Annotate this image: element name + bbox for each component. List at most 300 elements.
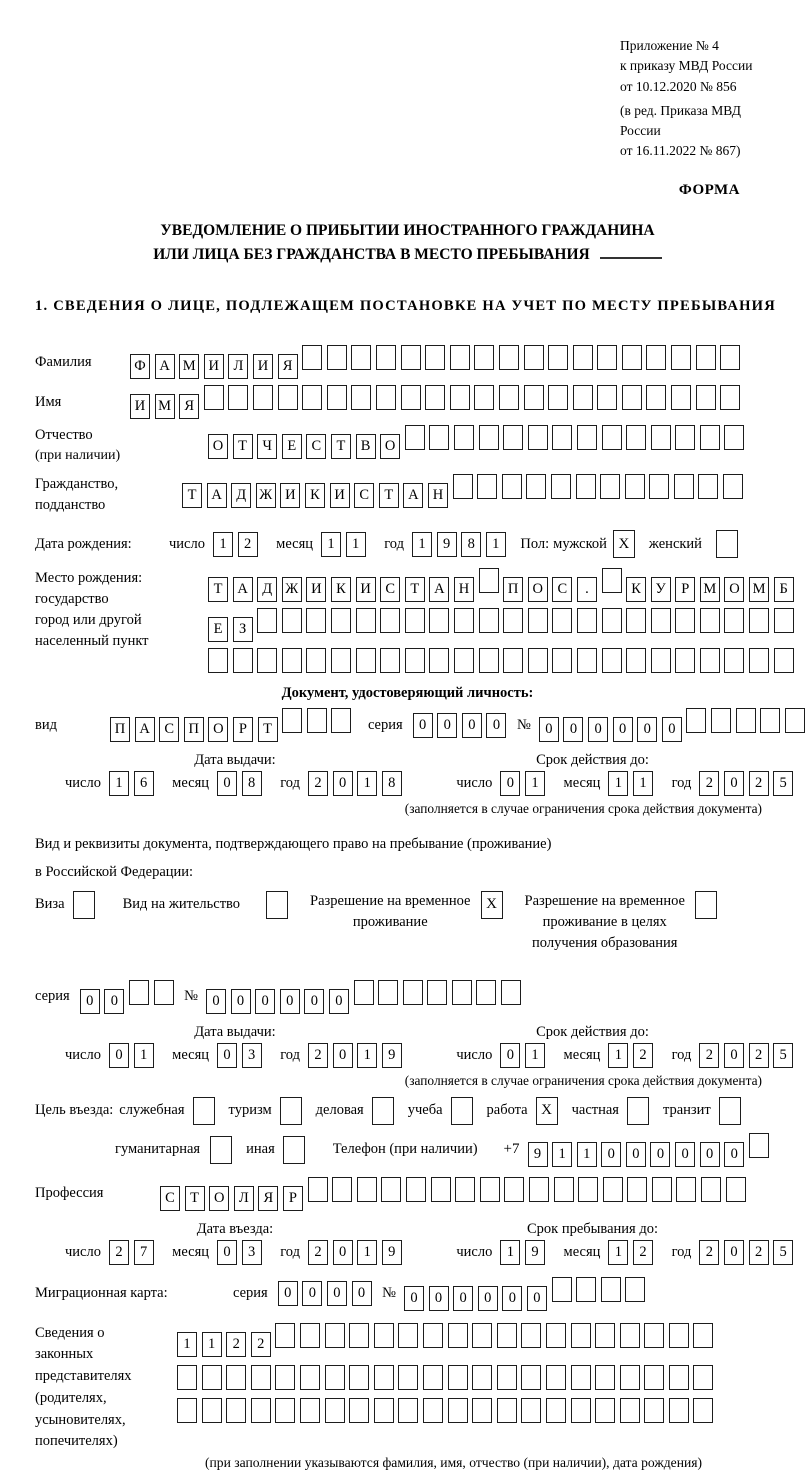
form-cell[interactable]: 0 <box>478 1286 498 1311</box>
form-cell[interactable] <box>275 1365 295 1390</box>
form-cell[interactable] <box>177 1365 197 1390</box>
form-cell[interactable]: 1 <box>177 1332 197 1357</box>
form-cell[interactable]: 1 <box>500 1240 520 1265</box>
form-cell[interactable] <box>693 1365 713 1390</box>
form-cell[interactable] <box>720 385 740 410</box>
form-cell[interactable] <box>601 1277 621 1302</box>
form-cell[interactable]: 1 <box>608 771 628 796</box>
form-cell[interactable] <box>524 345 544 370</box>
form-cell[interactable]: 0 <box>613 717 633 742</box>
form-cell[interactable]: 0 <box>626 1142 646 1167</box>
form-cell[interactable] <box>749 648 769 673</box>
form-cell[interactable] <box>546 1365 566 1390</box>
form-cell[interactable] <box>548 345 568 370</box>
form-cell[interactable]: И <box>356 577 376 602</box>
form-cell[interactable]: Я <box>179 394 199 419</box>
form-cell[interactable] <box>724 608 744 633</box>
purpose-official-checkbox[interactable] <box>193 1097 215 1125</box>
form-cell[interactable] <box>651 608 671 633</box>
form-cell[interactable]: О <box>208 434 228 459</box>
form-cell[interactable]: 5 <box>773 1043 793 1068</box>
form-cell[interactable]: С <box>380 577 400 602</box>
form-cell[interactable] <box>275 1323 295 1348</box>
form-cell[interactable]: Ж <box>282 577 302 602</box>
form-cell[interactable] <box>476 980 496 1005</box>
form-cell[interactable] <box>282 608 302 633</box>
form-cell[interactable] <box>571 1323 591 1348</box>
form-cell[interactable]: 1 <box>486 532 506 557</box>
form-cell[interactable] <box>785 708 805 733</box>
form-cell[interactable]: В <box>356 434 376 459</box>
form-cell[interactable] <box>675 648 695 673</box>
form-cell[interactable] <box>577 425 597 450</box>
form-cell[interactable]: С <box>159 717 179 742</box>
form-cell[interactable]: 0 <box>280 989 300 1014</box>
form-cell[interactable] <box>349 1398 369 1423</box>
form-cell[interactable]: Д <box>231 483 251 508</box>
form-cell[interactable] <box>497 1365 517 1390</box>
form-cell[interactable]: 0 <box>527 1286 547 1311</box>
form-cell[interactable] <box>472 1323 492 1348</box>
form-cell[interactable] <box>405 648 425 673</box>
form-cell[interactable]: 9 <box>382 1043 402 1068</box>
form-cell[interactable] <box>455 1177 475 1202</box>
form-cell[interactable]: 2 <box>238 532 258 557</box>
form-cell[interactable] <box>646 345 666 370</box>
form-cell[interactable] <box>602 568 622 593</box>
form-cell[interactable] <box>723 474 743 499</box>
form-cell[interactable]: 0 <box>329 989 349 1014</box>
form-cell[interactable] <box>202 1365 222 1390</box>
form-cell[interactable]: 6 <box>134 771 154 796</box>
female-checkbox[interactable] <box>716 530 738 558</box>
form-cell[interactable] <box>626 425 646 450</box>
form-cell[interactable]: 1 <box>321 532 341 557</box>
form-cell[interactable] <box>620 1323 640 1348</box>
form-cell[interactable] <box>573 385 593 410</box>
form-cell[interactable]: 1 <box>213 532 233 557</box>
form-cell[interactable]: 1 <box>357 1240 377 1265</box>
form-cell[interactable]: 0 <box>502 1286 522 1311</box>
form-cell[interactable] <box>571 1365 591 1390</box>
form-cell[interactable] <box>405 425 425 450</box>
form-cell[interactable] <box>602 425 622 450</box>
form-cell[interactable]: 2 <box>699 1043 719 1068</box>
form-cell[interactable]: 5 <box>773 1240 793 1265</box>
form-cell[interactable] <box>675 425 695 450</box>
form-cell[interactable] <box>700 425 720 450</box>
form-cell[interactable]: Т <box>258 717 278 742</box>
form-cell[interactable] <box>696 385 716 410</box>
form-cell[interactable] <box>736 708 756 733</box>
form-cell[interactable] <box>376 345 396 370</box>
form-cell[interactable] <box>521 1323 541 1348</box>
form-cell[interactable]: 0 <box>109 1043 129 1068</box>
form-cell[interactable] <box>202 1398 222 1423</box>
purpose-business-checkbox[interactable] <box>372 1097 394 1125</box>
form-cell[interactable]: 0 <box>588 717 608 742</box>
form-cell[interactable]: 0 <box>217 771 237 796</box>
form-cell[interactable] <box>423 1398 443 1423</box>
form-cell[interactable]: 1 <box>525 1043 545 1068</box>
form-cell[interactable] <box>620 1365 640 1390</box>
form-cell[interactable] <box>701 1177 721 1202</box>
form-cell[interactable] <box>499 385 519 410</box>
form-cell[interactable] <box>597 385 617 410</box>
form-cell[interactable] <box>552 648 572 673</box>
form-cell[interactable]: 9 <box>382 1240 402 1265</box>
form-cell[interactable]: К <box>331 577 351 602</box>
form-cell[interactable]: И <box>253 354 273 379</box>
form-cell[interactable]: Я <box>278 354 298 379</box>
form-cell[interactable] <box>425 345 445 370</box>
form-cell[interactable] <box>686 708 706 733</box>
form-cell[interactable] <box>282 648 302 673</box>
form-cell[interactable] <box>774 648 794 673</box>
form-cell[interactable] <box>552 1277 572 1302</box>
purpose-transit-checkbox[interactable] <box>719 1097 741 1125</box>
form-cell[interactable] <box>479 648 499 673</box>
form-cell[interactable] <box>502 474 522 499</box>
form-cell[interactable] <box>644 1365 664 1390</box>
form-cell[interactable] <box>622 385 642 410</box>
form-cell[interactable] <box>325 1398 345 1423</box>
form-cell[interactable]: 2 <box>109 1240 129 1265</box>
form-cell[interactable] <box>644 1323 664 1348</box>
form-cell[interactable] <box>724 425 744 450</box>
form-cell[interactable] <box>204 385 224 410</box>
form-cell[interactable]: 2 <box>749 771 769 796</box>
form-cell[interactable] <box>454 608 474 633</box>
form-cell[interactable] <box>454 425 474 450</box>
form-cell[interactable]: 2 <box>633 1240 653 1265</box>
form-cell[interactable] <box>378 980 398 1005</box>
form-cell[interactable] <box>774 608 794 633</box>
form-cell[interactable] <box>380 608 400 633</box>
form-cell[interactable] <box>644 1398 664 1423</box>
form-cell[interactable] <box>646 385 666 410</box>
form-cell[interactable] <box>349 1365 369 1390</box>
form-cell[interactable] <box>327 385 347 410</box>
form-cell[interactable] <box>529 1177 549 1202</box>
form-cell[interactable] <box>578 1177 598 1202</box>
form-cell[interactable] <box>577 608 597 633</box>
form-cell[interactable] <box>595 1398 615 1423</box>
form-cell[interactable]: 0 <box>724 1240 744 1265</box>
form-cell[interactable]: М <box>179 354 199 379</box>
form-cell[interactable]: 0 <box>462 713 482 738</box>
form-cell[interactable] <box>576 1277 596 1302</box>
form-cell[interactable]: Н <box>428 483 448 508</box>
form-cell[interactable] <box>177 1398 197 1423</box>
form-cell[interactable] <box>154 980 174 1005</box>
rvp-checkbox[interactable]: X <box>481 891 503 919</box>
form-cell[interactable]: 0 <box>700 1142 720 1167</box>
form-cell[interactable]: И <box>306 577 326 602</box>
form-cell[interactable]: 2 <box>633 1043 653 1068</box>
form-cell[interactable]: А <box>429 577 449 602</box>
form-cell[interactable] <box>501 980 521 1005</box>
form-cell[interactable]: Ж <box>256 483 276 508</box>
form-cell[interactable]: 0 <box>724 771 744 796</box>
form-cell[interactable]: С <box>160 1186 180 1211</box>
form-cell[interactable]: 1 <box>412 532 432 557</box>
form-cell[interactable] <box>504 1177 524 1202</box>
form-cell[interactable] <box>331 708 351 733</box>
form-cell[interactable] <box>405 608 425 633</box>
form-cell[interactable]: Р <box>283 1186 303 1211</box>
form-cell[interactable]: Е <box>282 434 302 459</box>
form-cell[interactable]: А <box>135 717 155 742</box>
form-cell[interactable] <box>477 474 497 499</box>
form-cell[interactable] <box>760 708 780 733</box>
form-cell[interactable] <box>278 385 298 410</box>
form-cell[interactable] <box>425 385 445 410</box>
purpose-study-checkbox[interactable] <box>451 1097 473 1125</box>
form-cell[interactable] <box>622 345 642 370</box>
form-cell[interactable]: П <box>184 717 204 742</box>
form-cell[interactable]: 1 <box>608 1043 628 1068</box>
form-cell[interactable] <box>577 648 597 673</box>
form-cell[interactable]: О <box>724 577 744 602</box>
form-cell[interactable] <box>600 474 620 499</box>
form-cell[interactable]: 2 <box>699 1240 719 1265</box>
form-cell[interactable] <box>552 608 572 633</box>
form-cell[interactable] <box>675 608 695 633</box>
form-cell[interactable] <box>595 1365 615 1390</box>
form-cell[interactable] <box>620 1398 640 1423</box>
form-cell[interactable] <box>374 1365 394 1390</box>
form-cell[interactable]: 0 <box>437 713 457 738</box>
form-cell[interactable]: 9 <box>437 532 457 557</box>
form-cell[interactable] <box>398 1365 418 1390</box>
form-cell[interactable] <box>374 1398 394 1423</box>
purpose-other-checkbox[interactable] <box>283 1136 305 1164</box>
form-cell[interactable] <box>300 1323 320 1348</box>
form-cell[interactable] <box>649 474 669 499</box>
form-cell[interactable] <box>351 345 371 370</box>
form-cell[interactable] <box>472 1365 492 1390</box>
form-cell[interactable]: 3 <box>242 1240 262 1265</box>
form-cell[interactable]: 1 <box>202 1332 222 1357</box>
form-cell[interactable]: 0 <box>352 1281 372 1306</box>
form-cell[interactable] <box>651 425 671 450</box>
form-cell[interactable] <box>521 1365 541 1390</box>
form-cell[interactable]: К <box>305 483 325 508</box>
form-cell[interactable]: 8 <box>461 532 481 557</box>
form-cell[interactable] <box>693 1398 713 1423</box>
purpose-tourism-checkbox[interactable] <box>280 1097 302 1125</box>
form-cell[interactable] <box>676 1177 696 1202</box>
form-cell[interactable]: 0 <box>429 1286 449 1311</box>
form-cell[interactable]: 0 <box>675 1142 695 1167</box>
form-cell[interactable] <box>331 608 351 633</box>
form-cell[interactable]: 0 <box>500 771 520 796</box>
form-cell[interactable]: 8 <box>242 771 262 796</box>
form-cell[interactable]: 2 <box>699 771 719 796</box>
form-cell[interactable]: П <box>110 717 130 742</box>
form-cell[interactable] <box>528 608 548 633</box>
form-cell[interactable] <box>626 648 646 673</box>
form-cell[interactable] <box>726 1177 746 1202</box>
form-cell[interactable]: М <box>155 394 175 419</box>
form-cell[interactable] <box>253 385 273 410</box>
form-cell[interactable] <box>625 474 645 499</box>
form-cell[interactable]: Т <box>331 434 351 459</box>
form-cell[interactable] <box>576 474 596 499</box>
form-cell[interactable]: О <box>528 577 548 602</box>
form-cell[interactable] <box>528 648 548 673</box>
form-cell[interactable] <box>450 385 470 410</box>
form-cell[interactable] <box>652 1177 672 1202</box>
form-cell[interactable] <box>693 1323 713 1348</box>
form-cell[interactable]: 0 <box>80 989 100 1014</box>
form-cell[interactable]: К <box>626 577 646 602</box>
form-cell[interactable]: 7 <box>134 1240 154 1265</box>
form-cell[interactable] <box>669 1323 689 1348</box>
form-cell[interactable]: Т <box>182 483 202 508</box>
form-cell[interactable] <box>474 345 494 370</box>
form-cell[interactable]: Ч <box>257 434 277 459</box>
form-cell[interactable] <box>251 1398 271 1423</box>
form-cell[interactable]: 2 <box>749 1043 769 1068</box>
form-cell[interactable]: А <box>207 483 227 508</box>
form-cell[interactable]: 2 <box>749 1240 769 1265</box>
form-cell[interactable] <box>595 1323 615 1348</box>
form-cell[interactable] <box>327 345 347 370</box>
form-cell[interactable]: С <box>552 577 572 602</box>
form-cell[interactable]: 0 <box>650 1142 670 1167</box>
form-cell[interactable]: 0 <box>333 1043 353 1068</box>
visa-checkbox[interactable] <box>73 891 95 919</box>
form-cell[interactable] <box>406 1177 426 1202</box>
form-cell[interactable] <box>401 385 421 410</box>
form-cell[interactable] <box>671 345 691 370</box>
form-cell[interactable] <box>448 1365 468 1390</box>
form-cell[interactable] <box>749 1133 769 1158</box>
form-cell[interactable] <box>300 1398 320 1423</box>
form-cell[interactable] <box>453 474 473 499</box>
form-cell[interactable]: Я <box>258 1186 278 1211</box>
form-cell[interactable]: 0 <box>539 717 559 742</box>
form-cell[interactable] <box>472 1398 492 1423</box>
form-cell[interactable]: Л <box>228 354 248 379</box>
form-cell[interactable]: С <box>306 434 326 459</box>
form-cell[interactable] <box>307 708 327 733</box>
form-cell[interactable] <box>597 345 617 370</box>
form-cell[interactable] <box>524 385 544 410</box>
form-cell[interactable] <box>700 608 720 633</box>
form-cell[interactable] <box>356 608 376 633</box>
form-cell[interactable]: 1 <box>346 532 366 557</box>
form-cell[interactable] <box>548 385 568 410</box>
form-cell[interactable] <box>503 425 523 450</box>
form-cell[interactable] <box>429 425 449 450</box>
form-cell[interactable]: С <box>354 483 374 508</box>
form-cell[interactable]: 0 <box>278 1281 298 1306</box>
form-cell[interactable] <box>429 648 449 673</box>
form-cell[interactable] <box>625 1277 645 1302</box>
form-cell[interactable]: 0 <box>327 1281 347 1306</box>
form-cell[interactable] <box>357 1177 377 1202</box>
form-cell[interactable] <box>671 385 691 410</box>
form-cell[interactable] <box>521 1398 541 1423</box>
form-cell[interactable] <box>474 385 494 410</box>
purpose-work-checkbox[interactable]: X <box>536 1097 558 1125</box>
form-cell[interactable]: 0 <box>413 713 433 738</box>
form-cell[interactable] <box>380 648 400 673</box>
form-cell[interactable]: И <box>130 394 150 419</box>
form-cell[interactable]: Т <box>379 483 399 508</box>
purpose-private-checkbox[interactable] <box>627 1097 649 1125</box>
form-cell[interactable] <box>302 345 322 370</box>
form-cell[interactable]: 0 <box>231 989 251 1014</box>
form-cell[interactable]: 0 <box>255 989 275 1014</box>
form-cell[interactable] <box>282 708 302 733</box>
form-cell[interactable] <box>226 1365 246 1390</box>
form-cell[interactable]: 0 <box>404 1286 424 1311</box>
form-cell[interactable] <box>398 1323 418 1348</box>
form-cell[interactable] <box>300 1365 320 1390</box>
form-cell[interactable]: 1 <box>608 1240 628 1265</box>
form-cell[interactable]: 1 <box>525 771 545 796</box>
form-cell[interactable]: 1 <box>577 1142 597 1167</box>
form-cell[interactable] <box>275 1398 295 1423</box>
form-cell[interactable] <box>526 474 546 499</box>
form-cell[interactable] <box>376 385 396 410</box>
form-cell[interactable]: 0 <box>206 989 226 1014</box>
form-cell[interactable] <box>251 1365 271 1390</box>
form-cell[interactable] <box>573 345 593 370</box>
form-cell[interactable] <box>308 1177 328 1202</box>
form-cell[interactable]: 9 <box>528 1142 548 1167</box>
residence-permit-checkbox[interactable] <box>266 891 288 919</box>
form-cell[interactable] <box>257 608 277 633</box>
form-cell[interactable]: Н <box>454 577 474 602</box>
form-cell[interactable]: 2 <box>226 1332 246 1357</box>
form-cell[interactable] <box>423 1365 443 1390</box>
form-cell[interactable] <box>602 648 622 673</box>
form-cell[interactable] <box>503 648 523 673</box>
form-cell[interactable] <box>233 648 253 673</box>
form-cell[interactable]: О <box>208 717 228 742</box>
form-cell[interactable]: Т <box>233 434 253 459</box>
form-cell[interactable]: Т <box>208 577 228 602</box>
form-cell[interactable]: Т <box>185 1186 205 1211</box>
form-cell[interactable] <box>429 608 449 633</box>
form-cell[interactable]: 3 <box>242 1043 262 1068</box>
form-cell[interactable] <box>480 1177 500 1202</box>
form-cell[interactable] <box>332 1177 352 1202</box>
form-cell[interactable] <box>724 648 744 673</box>
form-cell[interactable] <box>696 345 716 370</box>
form-cell[interactable]: 1 <box>357 1043 377 1068</box>
form-cell[interactable] <box>331 648 351 673</box>
form-cell[interactable] <box>626 608 646 633</box>
form-cell[interactable]: 2 <box>308 1043 328 1068</box>
form-cell[interactable]: Т <box>405 577 425 602</box>
form-cell[interactable]: М <box>749 577 769 602</box>
form-cell[interactable]: И <box>204 354 224 379</box>
form-cell[interactable]: 0 <box>453 1286 473 1311</box>
form-cell[interactable] <box>479 608 499 633</box>
form-cell[interactable]: 0 <box>304 989 324 1014</box>
form-cell[interactable]: 0 <box>724 1043 744 1068</box>
form-cell[interactable]: 0 <box>601 1142 621 1167</box>
form-cell[interactable] <box>546 1323 566 1348</box>
form-cell[interactable]: Ф <box>130 354 150 379</box>
form-cell[interactable] <box>669 1398 689 1423</box>
